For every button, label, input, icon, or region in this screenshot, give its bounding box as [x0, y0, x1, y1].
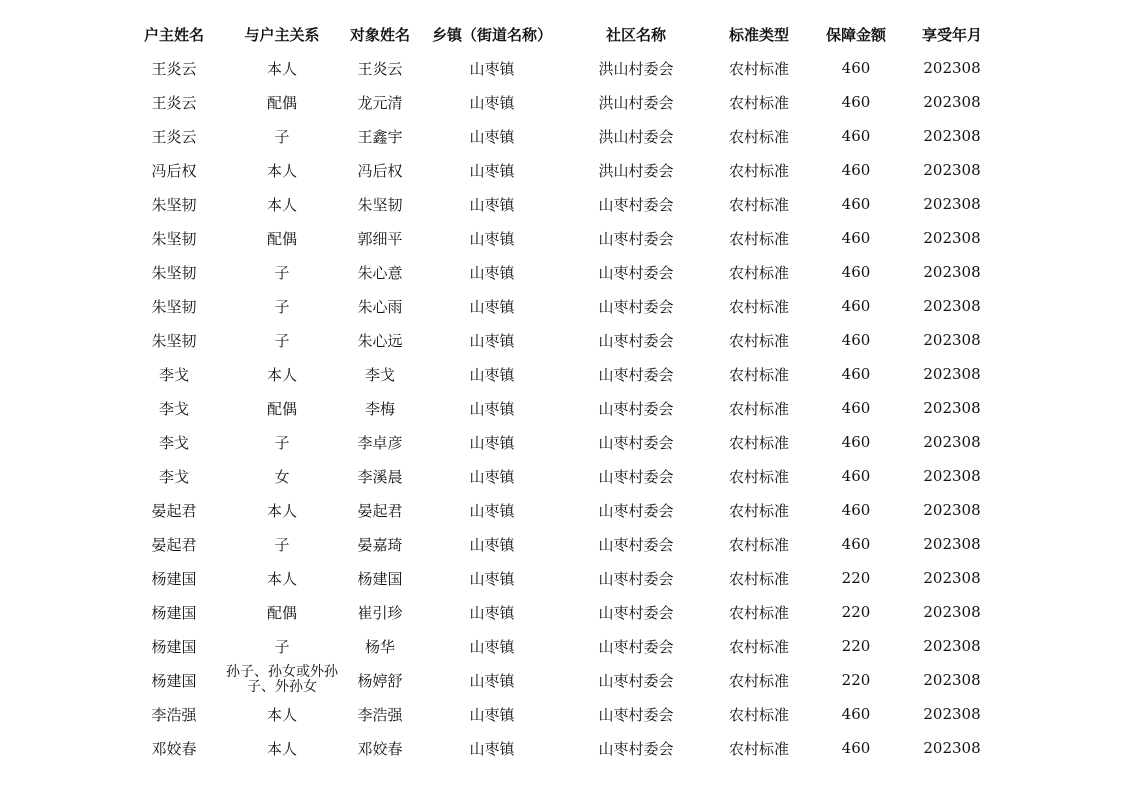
cell-household-head-name: 朱坚韧	[151, 331, 197, 350]
cell-benefit-month: 202308	[923, 569, 981, 587]
cell-township: 山枣镇	[469, 229, 515, 248]
cell-household-head-name: 李戈	[158, 399, 189, 418]
cell-standard-type: 农村标准	[728, 331, 789, 350]
cell-relation-to-head: 子	[274, 263, 290, 282]
cell-community: 洪山村委会	[598, 127, 674, 146]
cell-township: 山枣镇	[469, 297, 515, 316]
cell-benefit-month: 202308	[923, 263, 981, 281]
cell-standard-type: 农村标准	[728, 637, 789, 656]
cell-standard-type: 农村标准	[728, 59, 789, 78]
cell-township: 山枣镇	[469, 59, 515, 78]
cell-benefit-month: 202308	[923, 399, 981, 417]
cell-township: 山枣镇	[469, 195, 515, 214]
table-row	[122, 119, 1000, 153]
cell-recipient-name: 杨婷舒	[357, 671, 403, 690]
cell-township: 山枣镇	[469, 365, 515, 384]
cell-benefit-amount: 460	[841, 229, 871, 247]
cell-benefit-month: 202308	[923, 229, 981, 247]
table-row	[122, 187, 1000, 221]
cell-community: 洪山村委会	[598, 59, 674, 78]
cell-benefit-amount: 460	[841, 705, 871, 723]
cell-benefit-month: 202308	[923, 161, 981, 179]
cell-household-head-name: 朱坚韧	[151, 263, 197, 282]
cell-standard-type: 农村标准	[728, 297, 789, 316]
cell-relation-to-head: 子	[274, 637, 290, 656]
cell-relation-to-head: 孙子、孙女或外孙子、外孙女	[226, 664, 338, 695]
cell-household-head-name: 杨建国	[151, 603, 197, 622]
cell-township: 山枣镇	[469, 535, 515, 554]
cell-benefit-amount: 460	[841, 535, 871, 553]
table-row	[122, 51, 1000, 85]
cell-benefit-month: 202308	[923, 59, 981, 77]
cell-recipient-name: 郭细平	[357, 229, 403, 248]
cell-relation-to-head: 子	[274, 297, 290, 316]
table-header	[122, 17, 1000, 51]
cell-benefit-month: 202308	[923, 127, 981, 145]
cell-household-head-name: 晏起君	[151, 535, 197, 554]
cell-household-head-name: 杨建国	[151, 637, 197, 656]
cell-benefit-month: 202308	[923, 603, 981, 621]
cell-benefit-amount: 460	[841, 739, 871, 757]
cell-relation-to-head: 子	[274, 127, 290, 146]
cell-benefit-amount: 460	[841, 161, 871, 179]
cell-standard-type: 农村标准	[728, 467, 789, 486]
table-row	[122, 697, 1000, 731]
cell-benefit-amount: 220	[841, 637, 871, 655]
cell-community: 山枣村委会	[598, 365, 674, 384]
cell-household-head-name: 晏起君	[151, 501, 197, 520]
cell-household-head-name: 王炎云	[151, 59, 197, 78]
cell-standard-type: 农村标准	[728, 93, 789, 112]
header-township: 乡镇（街道名称）	[431, 25, 552, 44]
cell-community: 山枣村委会	[598, 331, 674, 350]
cell-recipient-name: 冯后权	[357, 161, 403, 180]
cell-benefit-month: 202308	[923, 705, 981, 723]
cell-standard-type: 农村标准	[728, 399, 789, 418]
cell-benefit-month: 202308	[923, 637, 981, 655]
cell-township: 山枣镇	[469, 671, 515, 690]
cell-standard-type: 农村标准	[728, 603, 789, 622]
cell-community: 山枣村委会	[598, 671, 674, 690]
cell-standard-type: 农村标准	[728, 501, 789, 520]
cell-benefit-amount: 460	[841, 297, 871, 315]
cell-community: 山枣村委会	[598, 399, 674, 418]
cell-standard-type: 农村标准	[728, 127, 789, 146]
cell-township: 山枣镇	[469, 331, 515, 350]
cell-recipient-name: 朱心雨	[357, 297, 403, 316]
header-recipient-name: 对象姓名	[349, 25, 410, 44]
cell-benefit-month: 202308	[923, 739, 981, 757]
cell-household-head-name: 李戈	[158, 365, 189, 384]
cell-recipient-name: 李溪晨	[357, 467, 403, 486]
cell-community: 洪山村委会	[598, 93, 674, 112]
cell-community: 山枣村委会	[598, 467, 674, 486]
cell-benefit-amount: 460	[841, 59, 871, 77]
cell-recipient-name: 邓姣春	[357, 739, 403, 758]
table-row	[122, 527, 1000, 561]
cell-household-head-name: 李戈	[158, 433, 189, 452]
table-row	[122, 595, 1000, 629]
cell-relation-to-head: 配偶	[266, 603, 297, 622]
cell-community: 山枣村委会	[598, 433, 674, 452]
cell-household-head-name: 杨建国	[151, 569, 197, 588]
cell-benefit-amount: 220	[841, 603, 871, 621]
cell-standard-type: 农村标准	[728, 195, 789, 214]
cell-recipient-name: 晏嘉琦	[357, 535, 403, 554]
cell-township: 山枣镇	[469, 467, 515, 486]
cell-township: 山枣镇	[469, 705, 515, 724]
cell-benefit-amount: 460	[841, 331, 871, 349]
cell-standard-type: 农村标准	[728, 433, 789, 452]
cell-household-head-name: 邓姣春	[151, 739, 197, 758]
benefit-roster-table	[122, 17, 1000, 765]
cell-recipient-name: 王鑫宇	[357, 127, 403, 146]
cell-household-head-name: 王炎云	[151, 127, 197, 146]
table-row	[122, 731, 1000, 765]
cell-relation-to-head: 本人	[266, 569, 297, 588]
cell-recipient-name: 李梅	[364, 399, 395, 418]
cell-standard-type: 农村标准	[728, 365, 789, 384]
cell-township: 山枣镇	[469, 433, 515, 452]
cell-standard-type: 农村标准	[728, 229, 789, 248]
cell-community: 山枣村委会	[598, 535, 674, 554]
cell-relation-to-head: 本人	[266, 161, 297, 180]
cell-relation-to-head: 本人	[266, 739, 297, 758]
cell-benefit-amount: 460	[841, 263, 871, 281]
cell-benefit-amount: 460	[841, 399, 871, 417]
cell-township: 山枣镇	[469, 399, 515, 418]
cell-relation-to-head: 女	[274, 467, 290, 486]
cell-recipient-name: 李浩强	[357, 705, 403, 724]
cell-standard-type: 农村标准	[728, 705, 789, 724]
cell-recipient-name: 朱心远	[357, 331, 403, 350]
cell-community: 山枣村委会	[598, 297, 674, 316]
cell-community: 洪山村委会	[598, 161, 674, 180]
cell-community: 山枣村委会	[598, 705, 674, 724]
cell-township: 山枣镇	[469, 127, 515, 146]
cell-benefit-month: 202308	[923, 331, 981, 349]
cell-recipient-name: 李戈	[364, 365, 395, 384]
table-row	[122, 391, 1000, 425]
cell-recipient-name: 杨建国	[357, 569, 403, 588]
cell-benefit-month: 202308	[923, 433, 981, 451]
cell-relation-to-head: 配偶	[266, 399, 297, 418]
table-row	[122, 323, 1000, 357]
header-household-head-name: 户主姓名	[143, 25, 204, 44]
cell-relation-to-head: 子	[274, 535, 290, 554]
cell-standard-type: 农村标准	[728, 263, 789, 282]
cell-township: 山枣镇	[469, 569, 515, 588]
cell-household-head-name: 杨建国	[151, 671, 197, 690]
table-row	[122, 425, 1000, 459]
cell-community: 山枣村委会	[598, 739, 674, 758]
table-row	[122, 357, 1000, 391]
table-row	[122, 459, 1000, 493]
cell-community: 山枣村委会	[598, 263, 674, 282]
cell-benefit-month: 202308	[923, 535, 981, 553]
cell-benefit-amount: 220	[841, 671, 871, 689]
table-row	[122, 289, 1000, 323]
cell-household-head-name: 朱坚韧	[151, 195, 197, 214]
cell-relation-to-head: 本人	[266, 501, 297, 520]
cell-benefit-amount: 460	[841, 501, 871, 519]
table-row	[122, 561, 1000, 595]
header-relation-to-head: 与户主关系	[244, 25, 320, 44]
cell-relation-to-head: 本人	[266, 365, 297, 384]
cell-standard-type: 农村标准	[728, 161, 789, 180]
table-row	[122, 663, 1000, 697]
cell-township: 山枣镇	[469, 637, 515, 656]
cell-recipient-name: 龙元清	[357, 93, 403, 112]
cell-benefit-month: 202308	[923, 501, 981, 519]
table-row	[122, 153, 1000, 187]
cell-relation-to-head: 子	[274, 331, 290, 350]
cell-standard-type: 农村标准	[728, 535, 789, 554]
cell-benefit-amount: 220	[841, 569, 871, 587]
cell-community: 山枣村委会	[598, 229, 674, 248]
cell-recipient-name: 晏起君	[357, 501, 403, 520]
cell-recipient-name: 朱心意	[357, 263, 403, 282]
cell-household-head-name: 李戈	[158, 467, 189, 486]
table-row	[122, 493, 1000, 527]
cell-recipient-name: 李卓彦	[357, 433, 403, 452]
cell-benefit-amount: 460	[841, 433, 871, 451]
table-row	[122, 629, 1000, 663]
header-benefit-month: 享受年月	[921, 25, 982, 44]
cell-recipient-name: 王炎云	[357, 59, 403, 78]
cell-community: 山枣村委会	[598, 195, 674, 214]
cell-community: 山枣村委会	[598, 569, 674, 588]
cell-community: 山枣村委会	[598, 603, 674, 622]
cell-benefit-amount: 460	[841, 467, 871, 485]
header-benefit-amount: 保障金额	[825, 25, 886, 44]
cell-benefit-month: 202308	[923, 297, 981, 315]
header-standard-type: 标准类型	[728, 25, 789, 44]
cell-benefit-amount: 460	[841, 195, 871, 213]
cell-relation-to-head: 本人	[266, 195, 297, 214]
header-row	[122, 17, 1000, 51]
cell-benefit-month: 202308	[923, 467, 981, 485]
cell-relation-to-head: 本人	[266, 705, 297, 724]
cell-household-head-name: 朱坚韧	[151, 297, 197, 316]
cell-relation-to-head: 本人	[266, 59, 297, 78]
cell-community: 山枣村委会	[598, 501, 674, 520]
cell-household-head-name: 朱坚韧	[151, 229, 197, 248]
table-row	[122, 221, 1000, 255]
table-row	[122, 255, 1000, 289]
cell-township: 山枣镇	[469, 93, 515, 112]
cell-township: 山枣镇	[469, 501, 515, 520]
cell-benefit-amount: 460	[841, 127, 871, 145]
cell-standard-type: 农村标准	[728, 569, 789, 588]
cell-benefit-amount: 460	[841, 365, 871, 383]
cell-standard-type: 农村标准	[728, 671, 789, 690]
cell-recipient-name: 杨华	[364, 637, 395, 656]
cell-benefit-amount: 460	[841, 93, 871, 111]
cell-benefit-month: 202308	[923, 671, 981, 689]
cell-relation-to-head: 配偶	[266, 229, 297, 248]
header-community: 社区名称	[605, 25, 666, 44]
cell-recipient-name: 崔引珍	[357, 603, 403, 622]
cell-relation-to-head: 子	[274, 433, 290, 452]
cell-standard-type: 农村标准	[728, 739, 789, 758]
cell-relation-to-head: 配偶	[266, 93, 297, 112]
table-row	[122, 85, 1000, 119]
cell-township: 山枣镇	[469, 603, 515, 622]
cell-benefit-month: 202308	[923, 365, 981, 383]
cell-benefit-month: 202308	[923, 195, 981, 213]
cell-community: 山枣村委会	[598, 637, 674, 656]
cell-household-head-name: 冯后权	[151, 161, 197, 180]
cell-recipient-name: 朱坚韧	[357, 195, 403, 214]
cell-household-head-name: 李浩强	[151, 705, 197, 724]
cell-benefit-month: 202308	[923, 93, 981, 111]
cell-township: 山枣镇	[469, 739, 515, 758]
table-body	[122, 51, 1000, 765]
cell-township: 山枣镇	[469, 263, 515, 282]
cell-household-head-name: 王炎云	[151, 93, 197, 112]
cell-township: 山枣镇	[469, 161, 515, 180]
